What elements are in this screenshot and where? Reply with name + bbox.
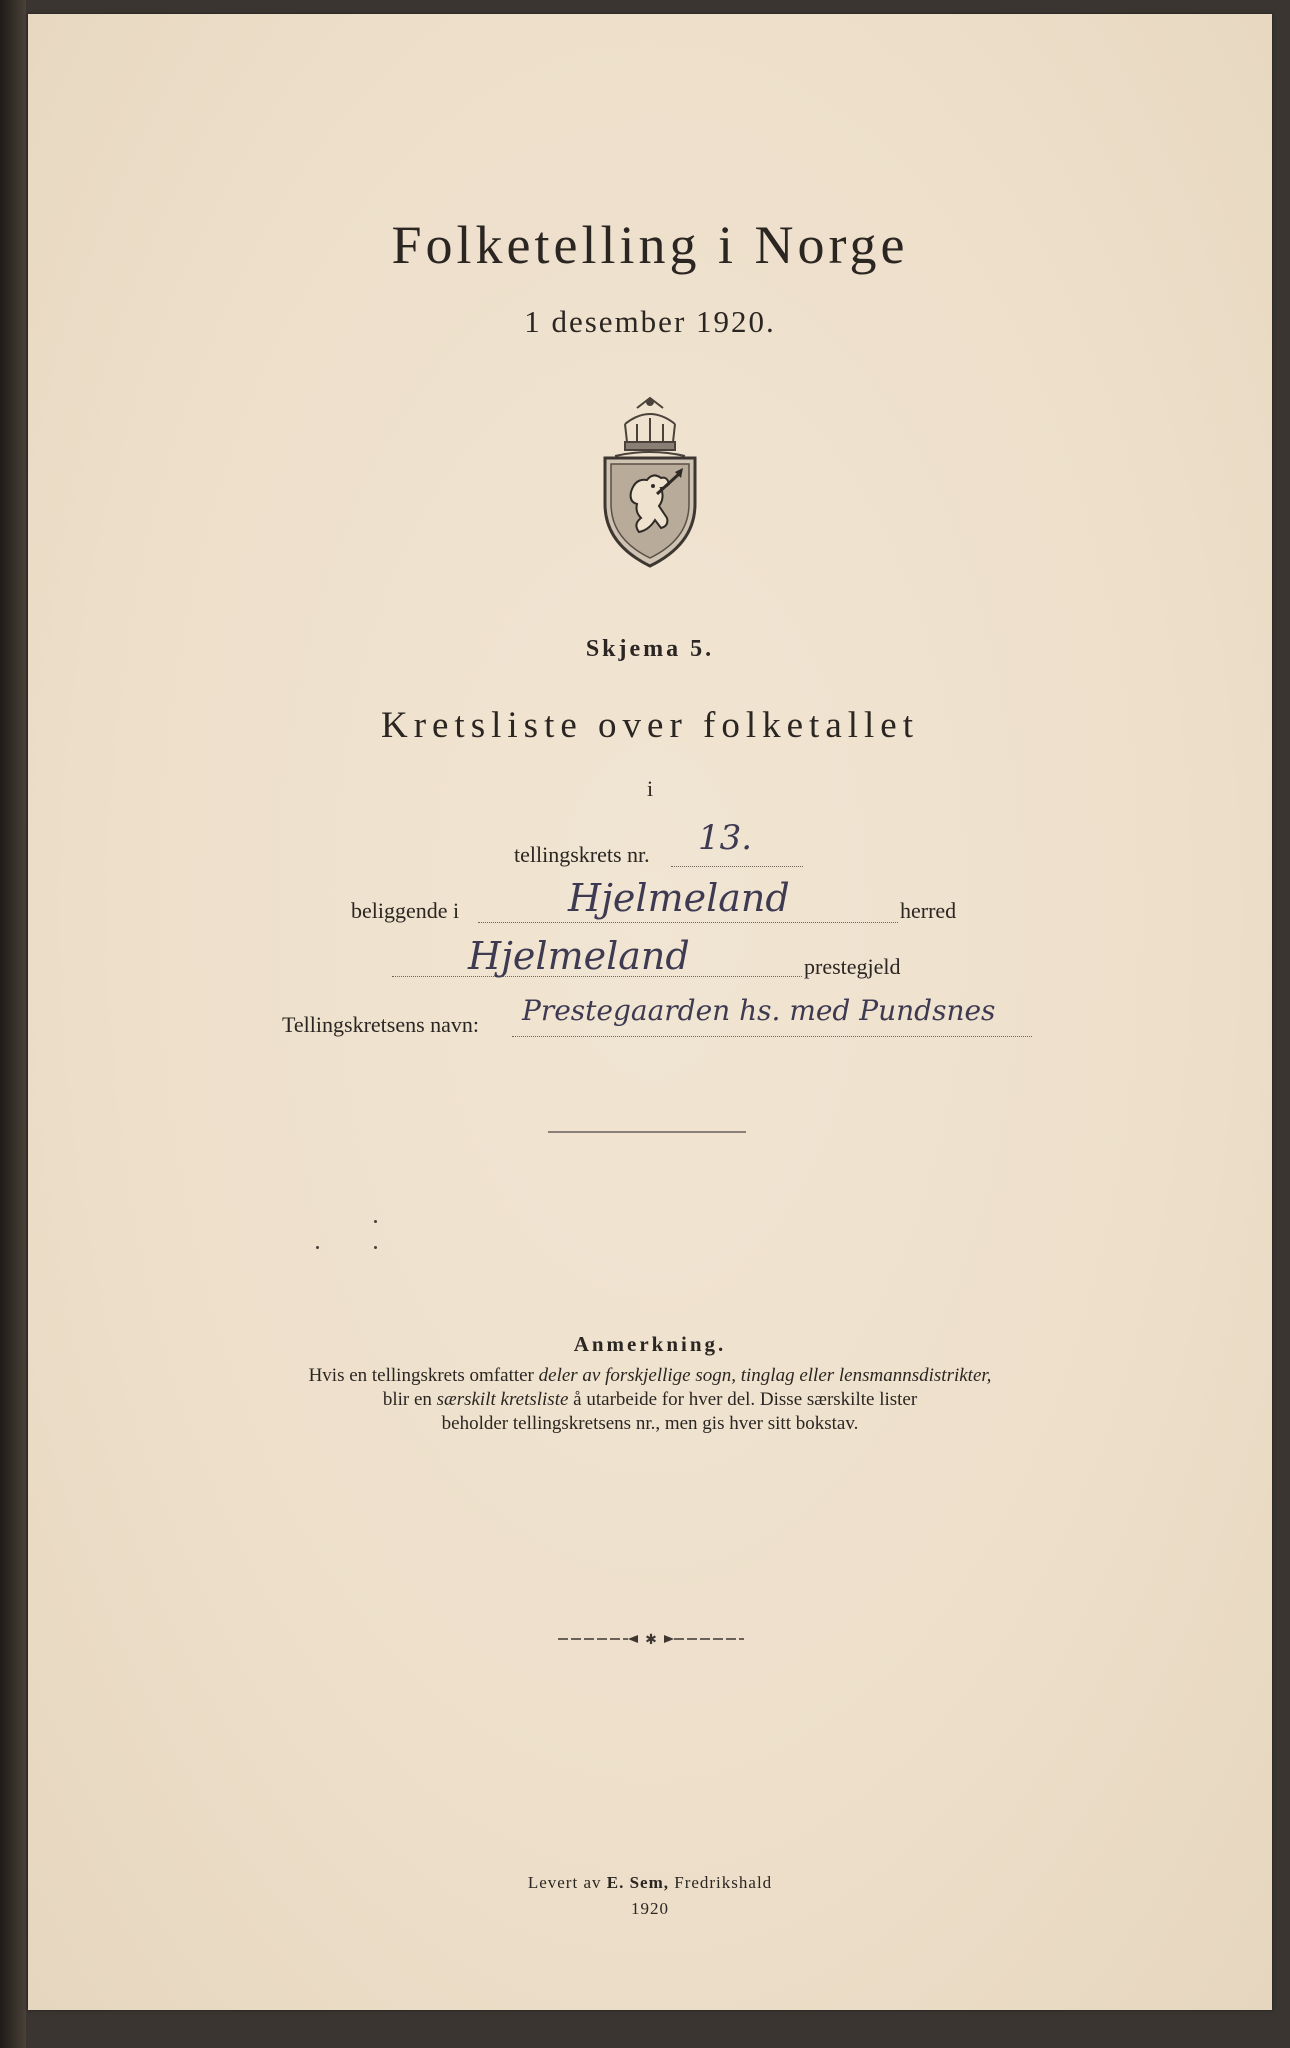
note-text (28, 1364, 1272, 1436)
svg-text:✱: ✱ (645, 1632, 657, 1646)
note-line-1-a: Hvis en tellingskrets omfatter (308, 1365, 539, 1386)
document-title: Folketelling i Norge (391, 215, 909, 275)
printer-imprint (28, 1870, 1272, 1922)
note-line-2-b: særskilt kretsliste (436, 1389, 569, 1410)
printer-line (28, 1870, 1272, 1896)
note-line-2-a: blir en (382, 1389, 437, 1410)
note-line-3: beholder tellingskretsens nr., men gis hver sitt bokstav. (441, 1413, 859, 1434)
ornament-divider-icon (558, 1632, 744, 1646)
connector-word: i (646, 776, 654, 801)
district-number-value: 13. (698, 818, 753, 858)
schema-number: Skjema 5. (585, 636, 715, 662)
printer-name: E. Sem, (606, 1873, 669, 1892)
print-year: 1920 (631, 1899, 669, 1918)
district-name-line (512, 1036, 1032, 1037)
located-in-label: beliggende i (351, 898, 460, 923)
document-date: 1 desember 1920. (524, 304, 776, 339)
parish-suffix: prestegjeld (804, 954, 901, 979)
scan-edge-left (0, 0, 26, 2048)
district-name-value: Prestegaarden hs. med Pundsnes (522, 994, 996, 1027)
district-name-label: Tellingskretsens navn: (282, 1012, 480, 1037)
note-line-1 (28, 1364, 1272, 1388)
norwegian-coat-of-arms-icon (595, 394, 705, 574)
census-form-page (28, 14, 1272, 2010)
municipality-suffix: herred (900, 898, 957, 923)
form-heading: Kretsliste over folketallet (380, 705, 920, 746)
supplied-by-label: Levert av (527, 1873, 602, 1892)
ink-speck (374, 1220, 377, 1223)
note-heading: Anmerkning. (573, 1332, 727, 1356)
section-divider (548, 1131, 746, 1133)
printer-place: Fredrikshald (674, 1873, 773, 1892)
municipality-line (478, 922, 898, 923)
note-line-1-b: deler av forskjellige sogn, tinglag eller lensmannsdistrikter, (538, 1365, 992, 1386)
municipality-value: Hjelmeland (568, 876, 790, 920)
note-line-2-c: å utarbeide for hver del. Disse særskilte lister (568, 1389, 918, 1410)
note-line-2 (28, 1388, 1272, 1412)
ink-speck (374, 1246, 377, 1249)
district-number-line (671, 866, 803, 867)
ink-speck (316, 1246, 319, 1249)
district-number-label: tellingskrets nr. (514, 842, 650, 867)
parish-value: Hjelmeland (468, 934, 690, 978)
